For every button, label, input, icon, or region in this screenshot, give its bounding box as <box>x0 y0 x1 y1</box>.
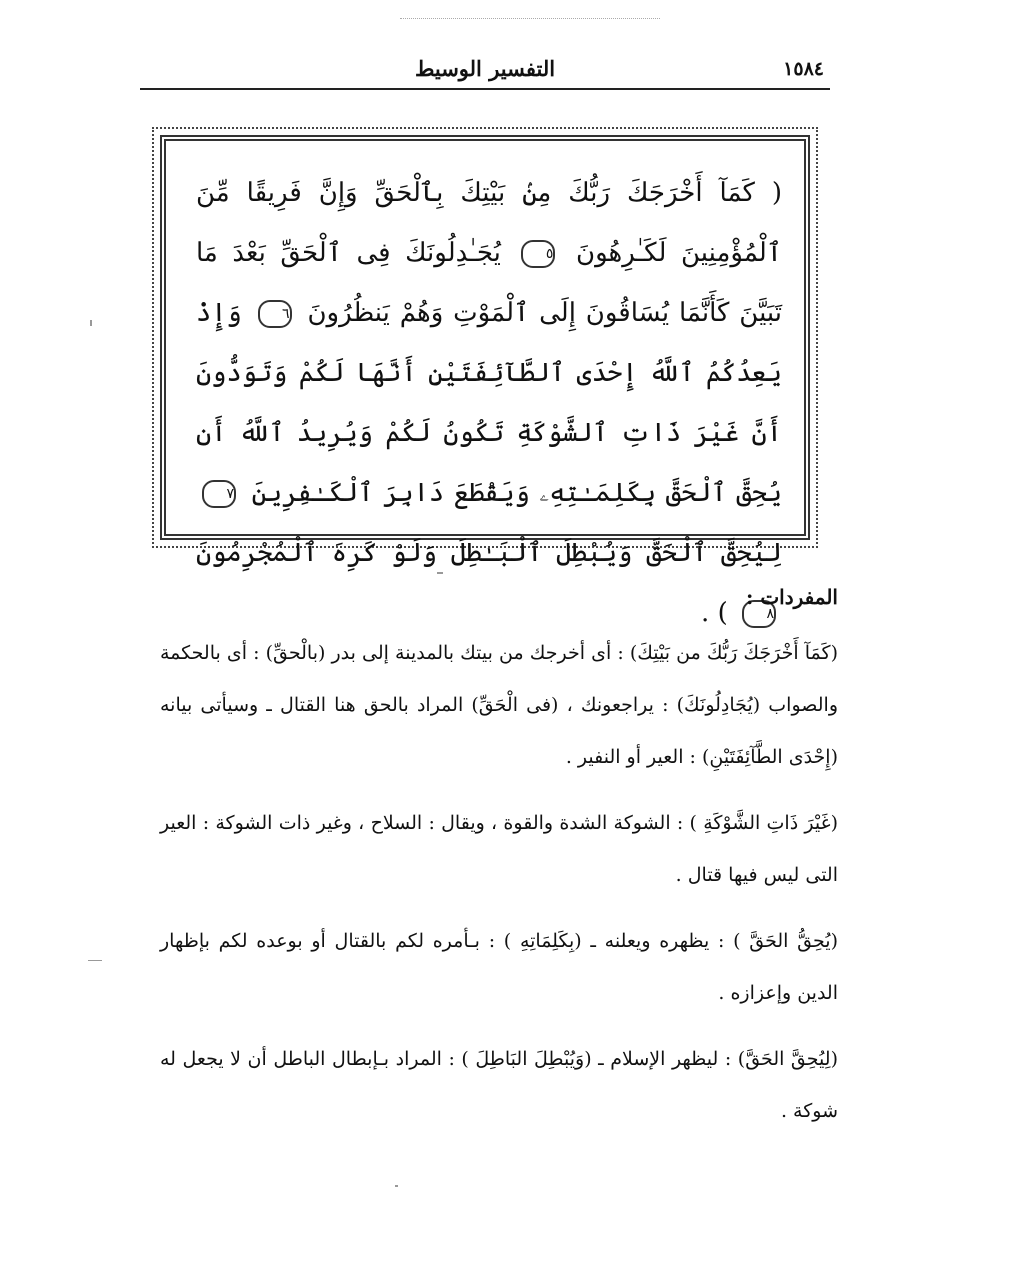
scan-speck <box>90 320 92 326</box>
glossary-term: (يُحِقُّ الحَقَّ ) <box>733 930 838 952</box>
quran-verse-block <box>196 163 782 643</box>
section-heading: المفردات : <box>745 585 838 609</box>
glossary-entry <box>160 915 838 1019</box>
verse-text: ( كَمَآ أَخْرَجَكَ رَبُّكَ مِنۢ بَيْتِكَ بِٱلْحَقِّ وَإِنَّ فَرِيقًا مِّنَ ٱلْمُؤْمِنِينَ لَكَـٰرِهُونَ <box>196 178 783 268</box>
glossary-term: (كَمَآ أَخْرَجَكَ رَبُّكَ من بَيْتِكَ) <box>629 642 838 664</box>
scan-speck <box>437 572 443 574</box>
glossary-definition: : ليظهر الإسلام ـ (وَيُبْطِلَ البَاطِلَ ) : المراد بـإبطال الباطل أن لا يجعل له شوكة . <box>160 1048 838 1122</box>
ayah-number-marker: ٦ <box>258 300 292 328</box>
scan-speck <box>88 960 102 961</box>
verse-text: يُجَـٰدِلُونَكَ فِى ٱلْحَقِّ بَعْدَ مَا تَبَيَّنَ كَأَنَّمَا يُسَاقُونَ إِلَى ٱلْمَوْتِ وَهُمْ يَنظُرُونَ <box>196 238 783 328</box>
glossary-entry <box>160 1033 838 1137</box>
glossary-definition: : أى أخرجك من بيتك بالمدينة إلى بدر (بالْحقِّ) : أى بالحكمة والصواب (يُجَادِلُونَكَ) : يراجعونك ، (فى الْحَقِّ) المراد بالحق هنا القتال ـ وسيأتى بيانه (إِحْدَى الطَّآئِفَتَيْنِ) : العير أو النفير . <box>160 642 838 768</box>
verse-text: وَإِذْ يَعِدُكُمُ ٱللَّهُ إِحْدَى ٱلطَّآئِفَتَيْنِ أَنَّهَا لَكُمْ وَتَوَدُّونَ أَنَّ غَيْرَ ذَاتِ ٱلشَّوْكَةِ تَكُونُ لَكُمْ وَيُرِيدُ ٱللَّهُ أَن يُحِقَّ ٱلْحَقَّ بِكَلِمَـٰتِهِۦ وَيَقْطَعَ دَابِرَ ٱلْكَـٰفِرِينَ <box>196 298 782 508</box>
ayah-number-marker: ٥ <box>521 240 555 268</box>
ayah-number-marker: ٧ <box>202 480 236 508</box>
verse-text: لِيُحِقَّ ٱلْحَقَّ وَيُبْطِلَ ٱلْبَـٰطِلَ وَلَوْ كَرِهَ ٱلْمُجْرِمُونَ <box>196 538 782 568</box>
ayah-number-marker: ٨ <box>742 600 776 628</box>
book-title: التفسير الوسيط <box>414 56 556 81</box>
scan-speck <box>395 1185 398 1187</box>
page-number: ١٥٨٤ <box>783 58 824 80</box>
glossary-term: (غَيْرَ ذَاتِ الشَّوْكَةِ ) <box>689 812 838 834</box>
glossary-entry <box>160 627 838 783</box>
glossary-definition: : يظهره ويعلنه ـ (بِكَلِمَاتِهِ ) : بـأمره لكم بالقتال أو بوعده لكم بإظهار الدين وإعزازه . <box>160 930 838 1004</box>
header-rule <box>140 88 830 90</box>
glossary-term: (لِيُحِقَّ الحَقَّ) <box>737 1048 838 1070</box>
verse-closing: ) . <box>701 598 728 628</box>
glossary-entry <box>160 797 838 901</box>
page-header <box>140 48 830 88</box>
glossary-definition: : الشوكة الشدة والقوة ، ويقال : السلاح ، وغير ذات الشوكة : العير التى ليس فيها قتال . <box>160 812 838 886</box>
glossary-section <box>160 585 838 1151</box>
scan-artifact-line <box>400 18 660 19</box>
